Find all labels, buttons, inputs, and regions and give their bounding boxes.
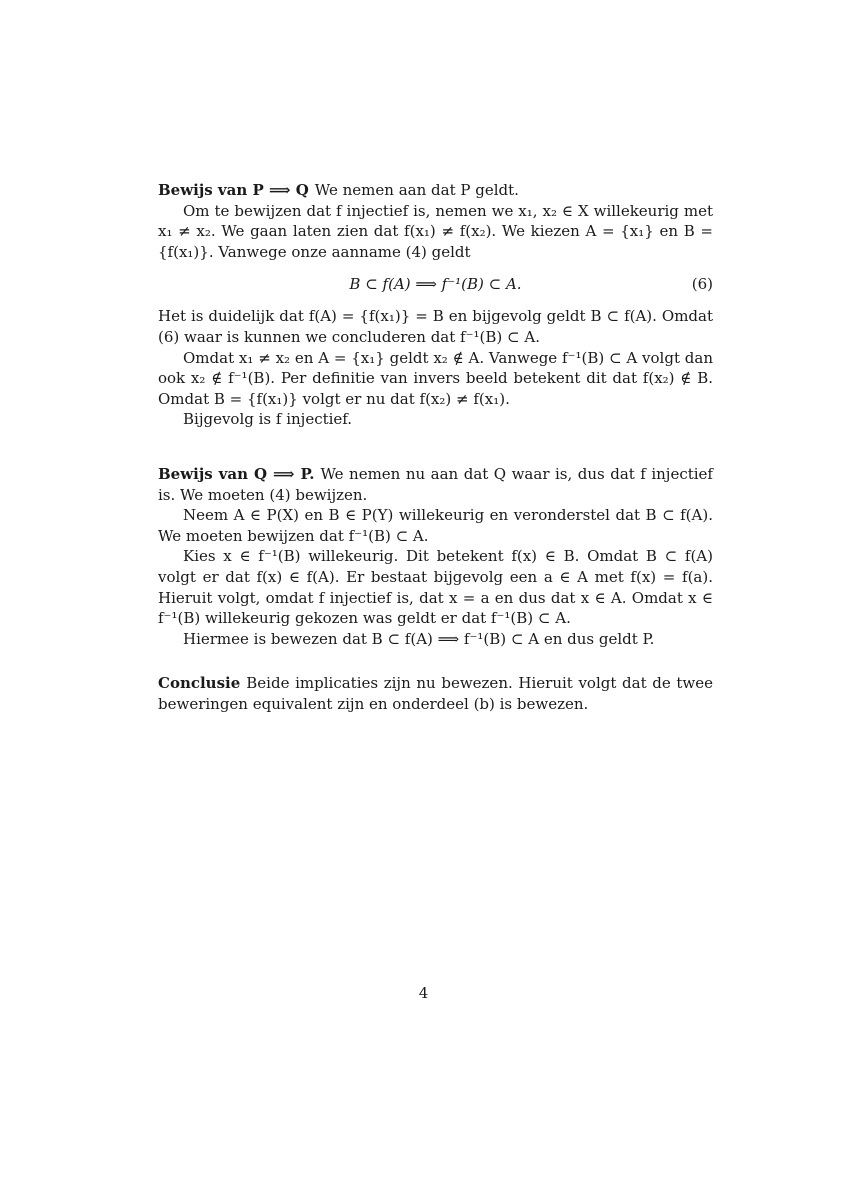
section-intro: We nemen aan dat P geldt. <box>314 181 519 199</box>
paragraph <box>158 464 713 505</box>
paragraph <box>158 180 713 201</box>
equation-body: B ⊂ f(A) ⟹ f⁻¹(B) ⊂ A. <box>349 275 522 294</box>
paragraph <box>158 673 713 714</box>
conclusion <box>158 673 713 714</box>
paragraph: Bijgevolg is f injectief. <box>183 410 353 429</box>
proof-q-implies-p <box>158 464 713 649</box>
section-heading: Bewijs van Q ⟹ P. <box>158 465 315 483</box>
proof-p-implies-q <box>158 180 713 430</box>
paragraph: Hiermee is bewezen dat B ⊂ f(A) ⟹ f⁻¹(B) ⊂ A en dus geldt P. <box>183 629 655 648</box>
paragraph: Omdat x₁ ≠ x₂ en A = {x₁} geldt x₂ ∉ A. Vanwege f⁻¹(B) ⊂ A volgt dan ook x₂ ∉ f⁻¹(B). Per definitie van invers beeld betekent dit dat f(x₂) ∉ B. Omdat B = {f(x₁)} volgt er nu dat f(x₂) ≠ f(x₁). <box>158 348 713 408</box>
section-intro: We nemen nu aan dat Q waar is, dus dat f injectief is. We moeten (4) bewijzen. <box>158 465 713 504</box>
display-equation <box>158 266 713 302</box>
paragraph: Neem A ∈ P(X) en B ∈ P(Y) willekeurig en veronderstel dat B ⊂ f(A). We moeten bewijzen dat f⁻¹(B) ⊂ A. <box>158 506 713 545</box>
equation-number: (6) <box>691 275 713 294</box>
section-intro: Beide implicaties zijn nu bewezen. Hieruit volgt dat de twee beweringen equivalent zijn en onderdeel (b) is bewezen. <box>158 674 713 713</box>
paragraph: Kies x ∈ f⁻¹(B) willekeurig. Dit betekent f(x) ∈ B. Omdat B ⊂ f(A) volgt er dat f(x) ∈ f(A). Er bestaat bijgevolg een a ∈ A met f(x) = f(a). Hieruit volgt, omdat f injectief is, dat x = a en dus dat x ∈ A. Omdat x ∈ f⁻¹(B) willekeurig gekozen was geldt er dat f⁻¹(B) ⊂ A. <box>158 547 713 628</box>
paragraph: Het is duidelijk dat f(A) = {f(x₁)} = B en bijgevolg geldt B ⊂ f(A). Omdat (6) waar is kunnen we concluderen dat f⁻¹(B) ⊂ A. <box>158 307 713 346</box>
section-heading: Bewijs van P ⟹ Q <box>158 181 309 199</box>
page-number: 4 <box>418 984 429 1002</box>
section-heading: Conclusie <box>158 674 241 692</box>
paragraph: Om te bewijzen dat f injectief is, nemen we x₁, x₂ ∈ X willekeurig met x₁ ≠ x₂. We gaan laten zien dat f(x₁) ≠ f(x₂). We kiezen A = {x₁} en B = {f(x₁)}. Vanwege onze aanname (4) geldt <box>158 201 713 261</box>
